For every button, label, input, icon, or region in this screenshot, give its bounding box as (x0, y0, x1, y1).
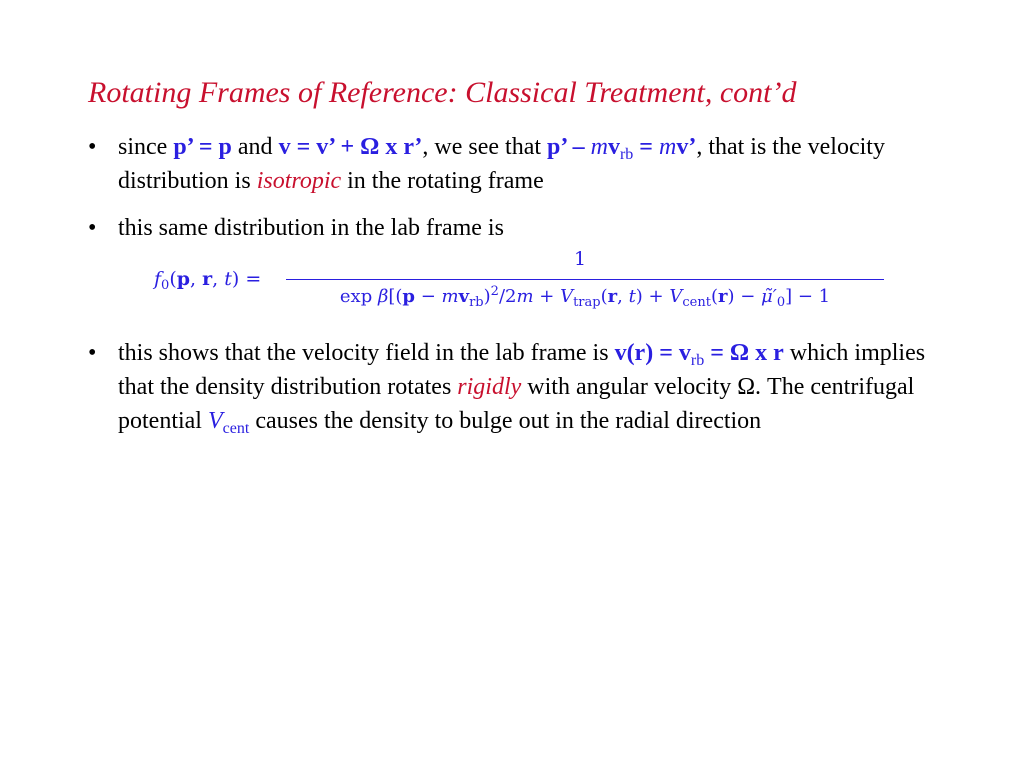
emphasis-text: isotropic (256, 168, 342, 194)
formula-symbol: + (533, 286, 561, 307)
bullet-item-3 (88, 336, 928, 438)
math-subscript: cent (222, 420, 250, 437)
bullet-text-1 (118, 130, 928, 198)
formula-symbol: ( (600, 286, 608, 307)
formula-symbol: ] − 1 (785, 286, 831, 307)
formula-subscript: 0 (161, 278, 170, 293)
math-expression: v = v’ + Ω x r’ (278, 134, 423, 160)
math-variable: V (207, 408, 223, 434)
formula-symbol: , (190, 268, 203, 290)
math-expression: = Ω x r (704, 340, 784, 366)
bullet-text-2: this same distribution in the lab frame is (118, 215, 504, 241)
formula-symbol: r (607, 286, 618, 307)
math-expression: v(r) = v (614, 340, 691, 366)
formula-symbol: m (441, 286, 459, 307)
bullet-text-3 (118, 336, 928, 438)
formula-symbol: [( (388, 286, 403, 307)
bullet-marker: • (88, 215, 97, 241)
text-run: and (231, 134, 279, 160)
math-variable: v (607, 134, 620, 160)
text-run: , that is the velocity distribution is (118, 134, 885, 194)
formula-symbol: ( (169, 268, 177, 290)
math-subscript: rb (690, 352, 705, 369)
bullet-item-1 (88, 130, 928, 198)
text-run: , we see that (422, 134, 548, 160)
bullet-marker: • (88, 340, 97, 366)
math-variable: m (658, 134, 677, 160)
formula-lhs (154, 268, 262, 293)
formula-subscript: trap (573, 295, 601, 310)
text-run: this shows that the velocity field in the lab frame is (118, 340, 615, 366)
formula-symbol: , (212, 268, 225, 290)
formula-symbol: , (617, 286, 629, 307)
formula-symbol: r (717, 286, 728, 307)
text-run: since (118, 134, 174, 160)
formula-symbol: v (458, 286, 470, 307)
emphasis-text: rigidly (457, 374, 522, 400)
formula-subscript: 0 (776, 295, 786, 310)
formula-symbol: t (628, 286, 636, 307)
formula-symbol: p (176, 268, 191, 290)
formula-symbol: ) = (231, 268, 262, 290)
formula-symbol: ) + (635, 286, 670, 307)
formula-superscript: 2 (490, 284, 499, 299)
text-run: in the rotating frame (341, 168, 544, 194)
formula-symbol: p (402, 286, 415, 307)
formula-symbol: f (154, 268, 162, 290)
math-expression: = (633, 134, 659, 160)
text-run: with angular velocity Ω. The centrifugal potential (118, 374, 915, 434)
math-expression: p’ – (547, 134, 591, 160)
formula-symbol: V (560, 286, 574, 307)
formula-subscript: cent (682, 295, 711, 310)
formula-symbol: V (669, 286, 683, 307)
formula-symbol: μ̃′ (761, 286, 777, 307)
formula-symbol: /2 (498, 286, 517, 307)
formula-symbol: exp (339, 286, 378, 307)
formula-symbol: t (224, 268, 232, 290)
text-run: causes the density to bulge out in the radial direction (249, 408, 762, 434)
formula-symbol: ) (483, 286, 491, 307)
formula-numerator: 1 (574, 248, 587, 270)
formula-symbol: ( (710, 286, 718, 307)
formula-symbol: − (415, 286, 442, 307)
formula-denominator (286, 284, 884, 310)
formula-subscript: rb (469, 295, 484, 310)
formula-symbol: r (202, 268, 213, 290)
formula-symbol: m (516, 286, 534, 307)
math-variable: v’ (676, 134, 697, 160)
math-expression: p’ = p (173, 134, 232, 160)
formula-symbol: ) − (727, 286, 762, 307)
formula-symbol: β (377, 286, 389, 307)
bullet-item-2 (88, 211, 928, 245)
distribution-formula (154, 250, 894, 314)
math-subscript: rb (619, 146, 634, 163)
bullet-marker: • (88, 134, 97, 160)
math-variable: m (590, 134, 608, 160)
text-run: which implies that the density distribution rotates (118, 340, 926, 400)
slide-title: Rotating Frames of Reference: Classical Treatment, cont’d (88, 76, 797, 109)
fraction-bar (286, 279, 884, 280)
